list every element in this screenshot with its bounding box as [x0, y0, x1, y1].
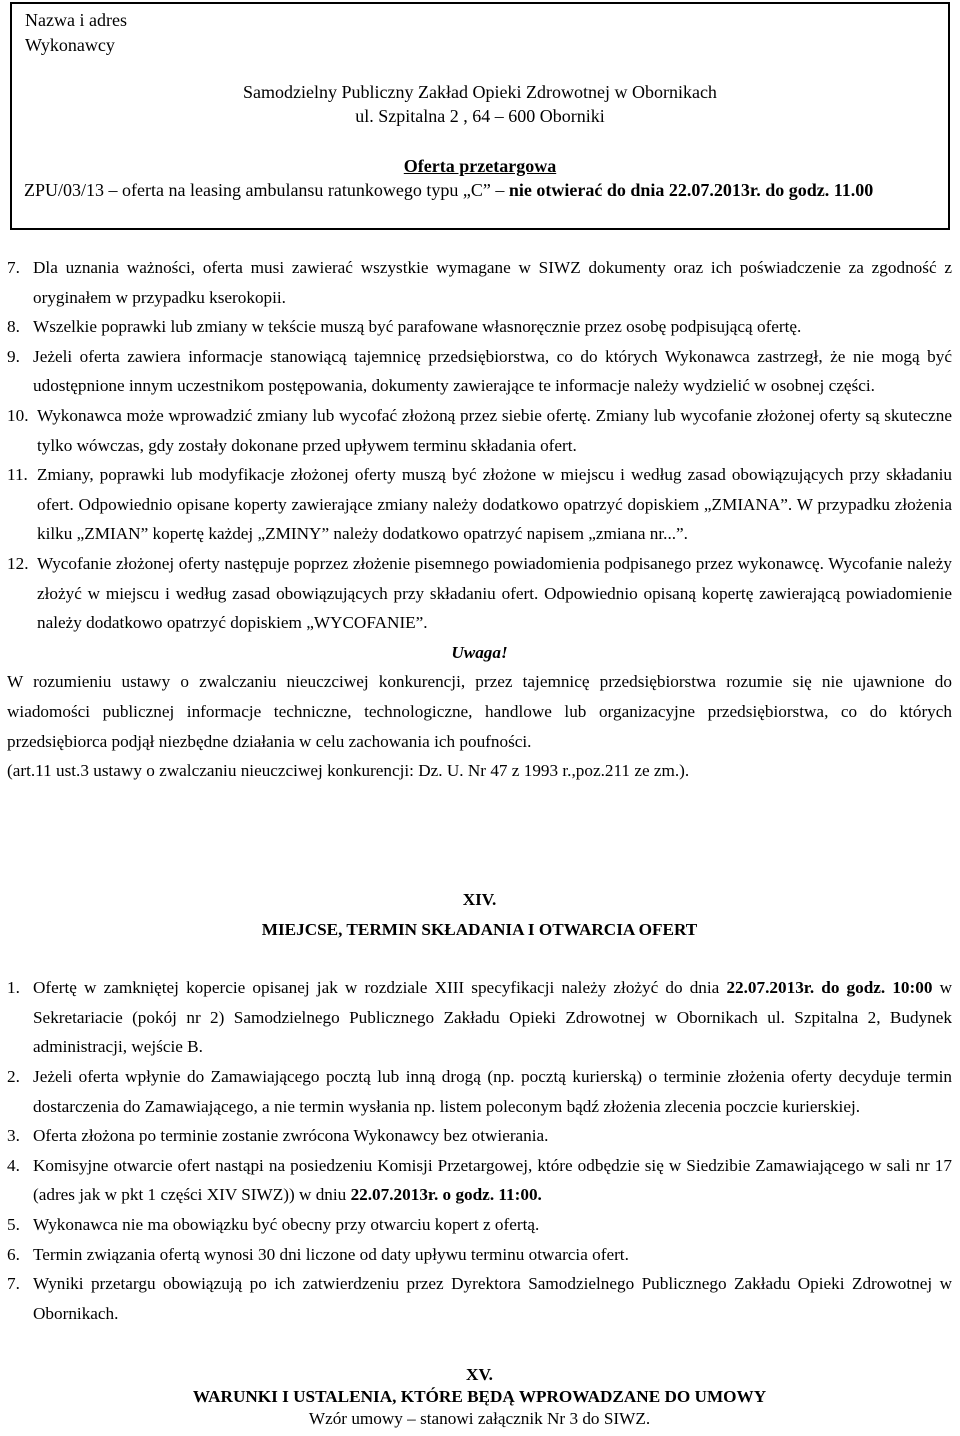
list-item: 4. Komisyjne otwarcie ofert nastąpi na posiedzeniu Komisji Przetargowej, które odbędzie się w Siedzibie Zamawiającego w sali nr 17 (adres jak w pkt 1 części XIV SIWZ)) w dniu 22.07.2013r. o godz. 11:00. — [7, 1155, 952, 1205]
section-title: WARUNKI I USTALENIA, KTÓRE BĘDĄ WPROWADZANE DO UMOWY — [192, 1387, 767, 1406]
section-number: XV. — [466, 1365, 493, 1384]
list-item: 7. Dla uznania ważności, oferta musi zawierać wszystkie wymagane w SIWZ dokumenty oraz ich poświadczenie za zgodność z oryginałem w przypadku kserokopii. — [7, 258, 952, 307]
list-item: 9. Jeżeli oferta zawiera informacje stanowiącą tajemnicę przedsiębiorstwa, co do których Wykonawca zastrzegł, że nie mogą być udostępnione innym uczestnikom postępowania, dokumenty zawierające te informacje należy wydzielić w osobnej części. — [7, 346, 952, 396]
list-item: 10. Wykonawca może wprowadzić zmiany lub wycofać złożoną przez siebie ofertę. Zmiany lub wycofanie złożonej oferty są skuteczne tylko wówczas, gdy zostały dokonane przed upływem terminu składania ofert. — [7, 405, 952, 455]
offer-title: Oferta przetargowa — [403, 156, 557, 176]
envelope-box — [10, 2, 950, 230]
section-subtitle: Wzór umowy – stanowi załącznik Nr 3 do SIWZ. — [308, 1409, 651, 1428]
list-item: 1. Ofertę w zamkniętej kopercie opisanej jak w rozdziale XIII specyfikacji należy złożyć do dnia 22.07.2013r. do godz. 10:00 w Sekretariacie (pokój nr 2) Samodzielnego Publicznego Zakładu Opieki Zdrowotnej w Obornikach ul. Szpitalna 2, Budynek administracji, wejście B. — [7, 978, 952, 1057]
note-citation: (art.11 ust.3 ustawy o zwalczaniu nieuczciwej konkurencji: Dz. U. Nr 47 z 1993 r.,poz.211 ze zm.). — [7, 761, 690, 781]
list-item: 8. Wszelkie poprawki lub zmiany w tekście muszą być parafowane własnoręcznie przez osobę podpisującą ofertę. — [7, 317, 802, 337]
section-xv — [7, 1364, 952, 1430]
contractor-name-label: Nazwa i adres Wykonawcy — [25, 10, 127, 55]
section-title: MIEJCSE, TERMIN SKŁADANIA I OTWARCIA OFERT — [261, 919, 698, 939]
section-xiv — [7, 885, 952, 1328]
list-item: 6. Termin związania ofertą wynosi 30 dni liczone od daty upływu terminu otwarcia ofert. — [7, 1244, 629, 1264]
list-item: 5. Wykonawca nie ma obowiązku być obecny przy otwarciu kopert z ofertą. — [7, 1214, 540, 1234]
list-item: 3. Oferta złożona po terminie zostanie zwrócona Wykonawcy bez otwierania. — [7, 1126, 549, 1146]
section-number: XIV. — [462, 890, 497, 909]
addressee-name: Samodzielny Publiczny Zakład Opieki Zdrowotnej w Obornikach — [243, 82, 717, 102]
list-item: 2. Jeżeli oferta wpłynie do Zamawiającego pocztą lub inną drogą (np. pocztą kurierską) o terminie złożenia oferty decyduje termin dostarczenia do Zamawiającego, a nie termin wysłania np. listem poleconym bądź złożenia zlecenia poczcie kurierskiej. — [7, 1066, 952, 1116]
list-item: 7. Wyniki przetargu obowiązują po ich zatwierdzeniu przez Dyrektora Samodzielnego Publicznego Zakładu Opieki Zdrowotnej w Obornikach. — [7, 1274, 952, 1323]
offer-reference: ZPU/03/13 – oferta na leasing ambulansu ratunkowego typu „C” – nie otwierać do dnia 22.07.2013r. do godz. 11.00 — [24, 180, 874, 200]
note-title: Uwaga! — [451, 642, 508, 662]
list-item: 11. Zmiany, poprawki lub modyfikacje złożonej oferty muszą być złożone w miejscu i według zasad obowiązujących przy składaniu ofert. Odpowiednio opisane koperty zawierające zmiany należy dodatkowo opatrzyć dopiskiem „ZMIANA”. W przypadku złożenia kilku „ZMIAN” kopertę każdej „ZMINY” należy dodatkowo opatrzyć napisem „zmiana nr...”. — [7, 465, 952, 544]
offer-rules-list — [7, 253, 952, 786]
note-text: W rozumieniu ustawy o zwalczaniu nieuczciwej konkurencji, przez tajemnicę przedsiębiorstwa rozumie się nie ujawnione do wiadomości publicznej informacje techniczne, technologiczne, handlowe lub organizacyjne przedsiębiorstwa, co do których przedsiębiorca podjął niezbędne działania w celu zachowania ich poufności. — [7, 672, 952, 751]
list-item: 12. Wycofanie złożonej oferty następuje poprzez złożenie pisemnego powiadomienia podpisanego przez wykonawcę. Wycofanie należy złożyć w miejscu i według zasad obowiązujących przy składaniu ofert. Odpowiednio opisaną kopertę zawierającą powiadomienie należy dodatkowo opatrzyć dopiskiem „WYCOFANIE”. — [7, 553, 952, 633]
addressee-street: ul. Szpitalna 2 , 64 – 600 Oborniki — [355, 106, 605, 126]
